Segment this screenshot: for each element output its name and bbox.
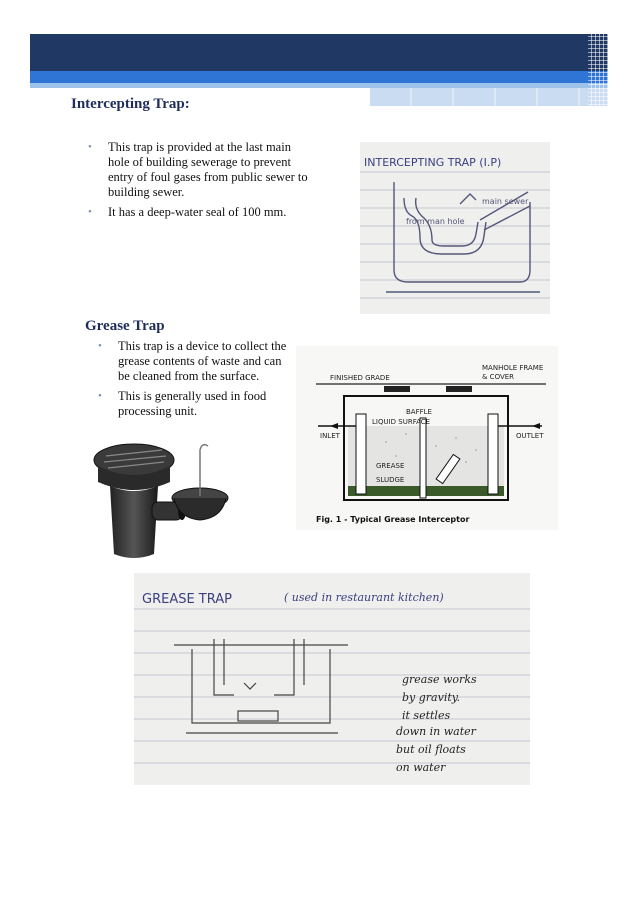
note-line-6: on water <box>396 761 446 774</box>
label-baffle: BAFFLE <box>406 408 432 416</box>
section-title-intercepting-trap: Intercepting Trap: <box>71 96 190 112</box>
note-line-1: grease works <box>402 673 477 686</box>
grease-trap-bullets <box>92 339 292 424</box>
label-inlet: INLET <box>320 432 340 440</box>
label-outlet: OUTLET <box>516 432 544 440</box>
sketch-heading: INTERCEPTING TRAP (I.P) <box>364 156 502 169</box>
header-bar <box>30 34 608 71</box>
intercepting-trap-bullets <box>82 140 312 225</box>
bullet-icon: • <box>98 390 102 402</box>
header-grid-pattern <box>588 34 608 124</box>
note-line-4: down in water <box>396 725 476 738</box>
note-line-2: by gravity. <box>402 691 461 704</box>
label-manhole-cover: & COVER <box>482 373 515 381</box>
grease-trap-product-photo <box>92 436 238 566</box>
bullet-icon: • <box>88 206 92 218</box>
bullet-icon: • <box>98 340 102 352</box>
sketch-note-from-manhole: from man hole <box>406 217 465 226</box>
grease-interceptor-diagram <box>296 346 558 530</box>
note-line-3: it settles <box>402 709 451 722</box>
label-manhole-frame: MANHOLE FRAME <box>482 364 544 372</box>
note-line-5: but oil floats <box>396 743 466 756</box>
label-liquid-surface: LIQUID SURFACE <box>372 418 431 426</box>
sketch-title: GREASE TRAP <box>142 592 232 607</box>
sketch-subtitle: ( used in restaurant kitchen) <box>284 591 444 604</box>
bullet-icon: • <box>88 141 92 153</box>
list-item: • This trap is provided at the last main hole of building sewerage to prevent entry of foul gases from public sewer to building sewer. <box>88 140 308 199</box>
list-item: • This is generally used in food processing unit. <box>98 389 267 418</box>
sketch-note-main-sewer: main sewer <box>482 197 529 206</box>
diagram-caption: Fig. 1 - Typical Grease Interceptor <box>316 515 470 524</box>
label-sludge: SLUDGE <box>376 476 405 484</box>
list-item: • It has a deep-water seal of 100 mm. <box>88 205 287 219</box>
label-grease: GREASE <box>376 462 405 470</box>
header-tab-strip <box>370 88 608 106</box>
grease-trap-sketch <box>134 573 530 785</box>
section-title-grease-trap: Grease Trap <box>85 318 165 334</box>
intercepting-trap-sketch <box>360 142 550 314</box>
label-finished-grade: FINISHED GRADE <box>330 374 390 382</box>
list-item: • This trap is a device to collect the grease contents of waste and can be cleaned from the surface. <box>98 339 287 383</box>
header-accent-stripe <box>30 71 608 83</box>
